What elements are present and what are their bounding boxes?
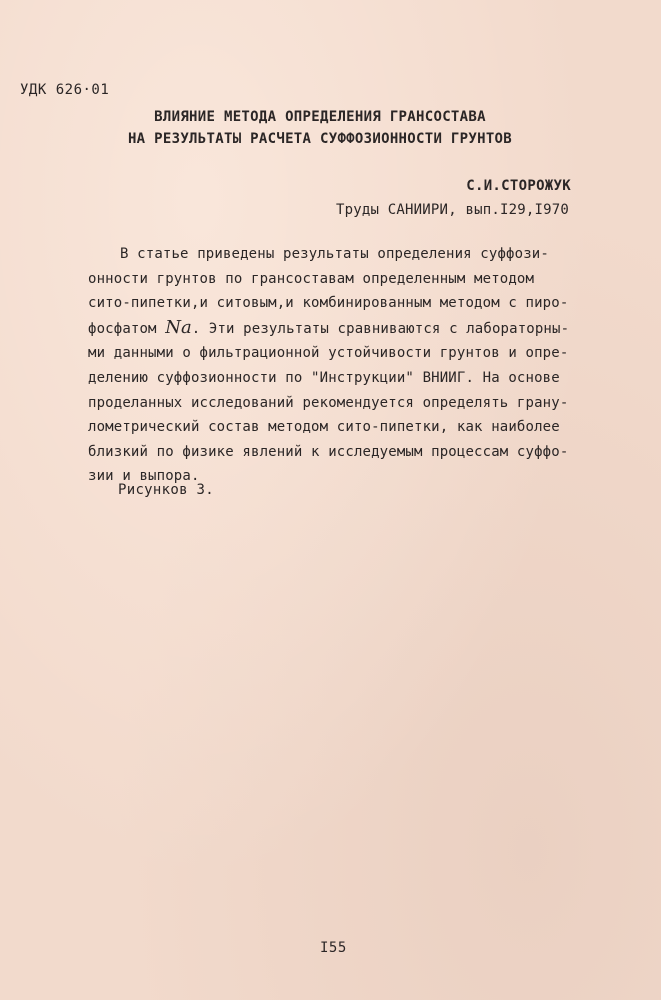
sodium-symbol: Na bbox=[165, 316, 192, 338]
abstract-text bbox=[88, 242, 608, 489]
abstract-line: В статье приведены результаты определения суффози- bbox=[120, 246, 549, 262]
publication-source: Труды САНИИРИ, вып.I29,I970 bbox=[336, 202, 569, 218]
author-name: С.И.СТОРОЖУК bbox=[466, 178, 571, 194]
abstract-line: онности грунтов по грансоставам определенным методом bbox=[88, 270, 535, 287]
udk-code: УДК 626·01 bbox=[20, 82, 110, 98]
abstract-line-with-formula bbox=[88, 316, 608, 342]
abstract-line: ми данными о фильтрационной устойчивости грунтов и опре- bbox=[88, 345, 569, 362]
article-title bbox=[60, 106, 580, 150]
abstract-line: сито-пипетки,и ситовым,и комбинированным методом с пиро- bbox=[88, 295, 569, 312]
title-line-1: ВЛИЯНИЕ МЕТОДА ОПРЕДЕЛЕНИЯ ГРАНСОСТАВА bbox=[154, 109, 486, 125]
abstract-line: делению суффозионности по "Инструкции" ВНИИГ. На основе bbox=[88, 369, 560, 386]
abstract-line: лометрический состав методом сито-пипетки, как наиболее bbox=[88, 419, 560, 436]
abstract-line: проделанных исследований рекомендуется определять грану- bbox=[88, 394, 569, 411]
abstract-line: близкий по физике явлений к исследуемым процессам суффо- bbox=[88, 443, 569, 460]
title-line-2: НА РЕЗУЛЬТАТЫ РАСЧЕТА СУФФОЗИОННОСТИ ГРУНТОВ bbox=[127, 131, 513, 147]
abstract-line: зии и выпора. bbox=[88, 468, 200, 485]
page-number: I55 bbox=[320, 940, 347, 956]
abstract-text-fragment: фосфатом bbox=[88, 320, 166, 337]
figures-count: Рисунков 3. bbox=[118, 482, 215, 498]
abstract-text-fragment: . Эти результаты сравниваются с лабораторны- bbox=[191, 320, 570, 337]
